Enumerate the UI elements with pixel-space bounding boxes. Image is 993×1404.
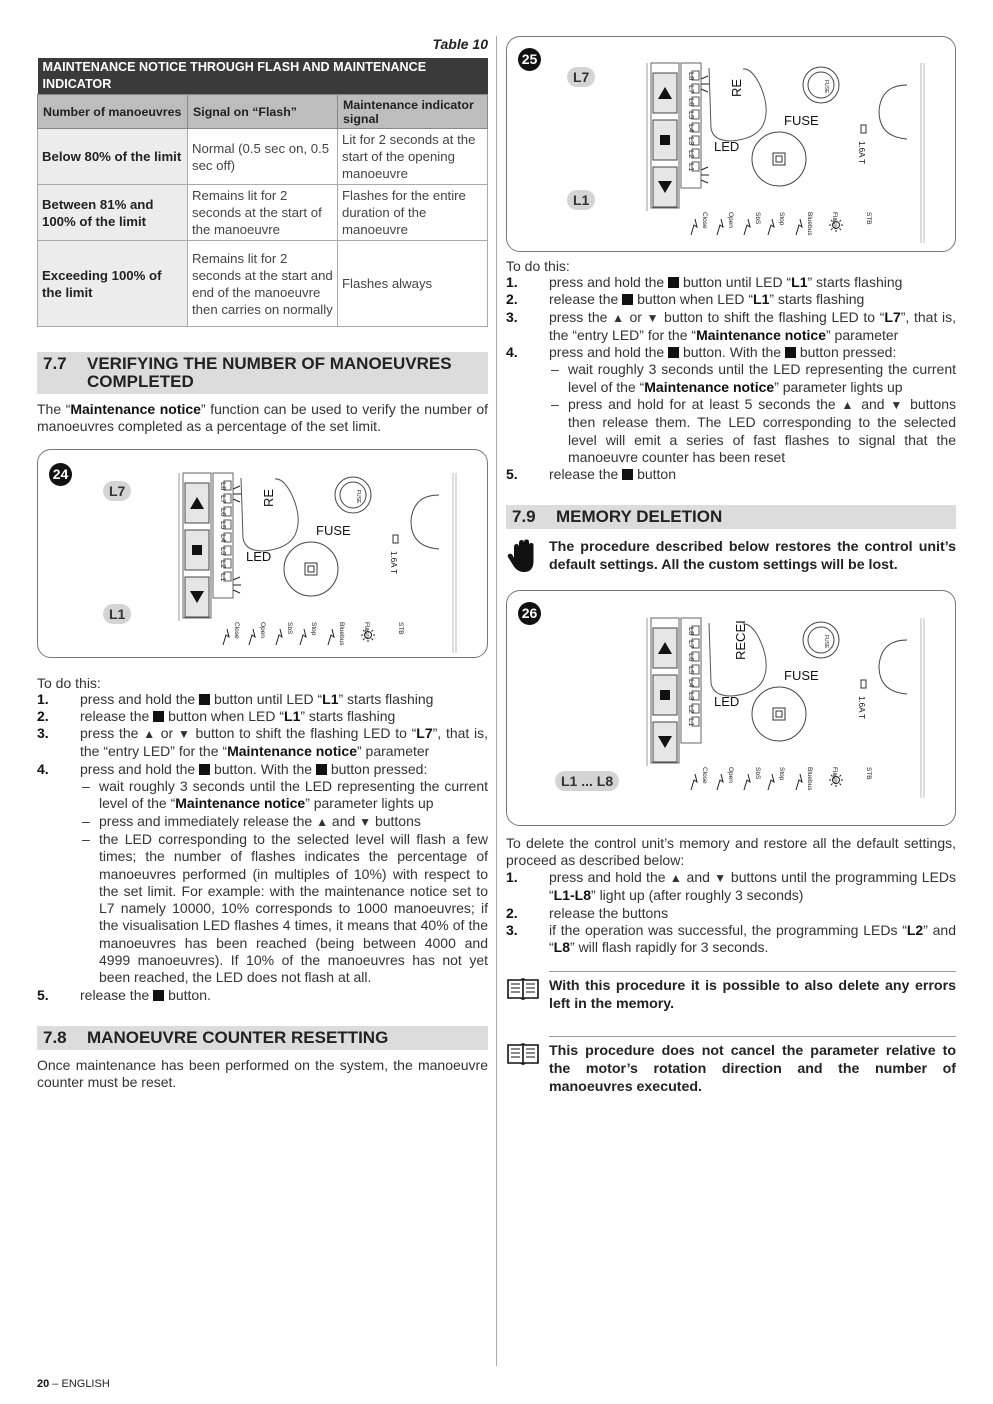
figure-25 [506,36,956,252]
receiver-label: RECEI [733,619,748,660]
stop-square-icon [622,294,633,305]
callout-l7: L7 [567,67,595,87]
table-cell: Below 80% of the limit [38,129,188,185]
list-item: 3. if the operation was successful, the programming LEDs “L2” and “L8” will flash rapidly for 3 seconds. [506,922,956,956]
fuse-label: FUSE [784,667,819,683]
terminal-label: Flash [831,212,838,228]
steps-list-7-9 [506,869,956,956]
led-label: L3 [219,546,228,555]
up-triangle-icon: ▲ [612,310,625,325]
info-note: With this procedure it is possible to also delete any errors left in the memory. [506,977,956,1013]
table-header: Number of manoeuvres [38,95,188,129]
book-icon [506,1042,549,1096]
hand-stop-icon [506,538,549,579]
figure-number: 25 [518,48,541,71]
stop-square-icon [153,711,164,722]
led-label: L3 [687,137,696,146]
led-label-text: LED [246,548,272,564]
list-item: 1. press and hold the ▲ and ▼ buttons until the programming LEDs “L1-L8” light up (after roughly 3 seconds) [506,869,957,904]
list-item: 2. release the buttons [506,904,669,921]
stop-square-icon [199,764,210,775]
todo-label: To do this: [506,258,570,274]
info-note: This procedure does not cancel the parameter relative to the motor’s rotation direction and the number of manoeuvres executed. [506,1042,956,1096]
led-round-button [752,132,806,186]
section-heading-7-9: 7.9 MEMORY DELETION [506,505,956,529]
table-title: MAINTENANCE NOTICE THROUGH FLASH AND MAINTENANCE INDICATOR [38,58,488,95]
led-label: L2 [687,150,696,159]
down-triangle-icon: ▼ [646,310,660,325]
stop-square-icon [660,135,670,145]
table-cell: Exceeding 100% of the limit [38,241,188,327]
led-label: L7 [687,639,696,648]
terminal-label: STB [865,766,872,780]
down-triangle-icon: ▼ [359,814,372,829]
down-triangle-icon: ▼ [890,398,905,413]
led-label: L8 [687,72,696,81]
fuse-small-label: FUSE [823,80,829,94]
section-intro: Once maintenance has been performed on the system, the manoeuvre counter must be reset. [37,1056,488,1091]
terminal-label: Stop [778,212,785,226]
steps-list-7-8 [506,274,956,484]
up-triangle-icon: ▲ [316,814,329,829]
sub-item: – press and immediately release the ▲ and ▼ buttons [80,813,488,831]
divider [549,971,956,972]
sub-item: – wait roughly 3 seconds until the LED representing the current level of the “Maintenance notice” parameter lights up [549,361,956,396]
terminal-label: Bluebus [806,766,813,791]
terminal-label: Bluebus [806,212,813,236]
terminal-label: Close [701,212,708,229]
figure-number: 26 [518,602,541,625]
stop-square-icon [785,347,796,358]
left-column [37,36,488,1092]
fuse-small-label: FUSE [355,489,361,503]
up-triangle-icon: ▲ [669,871,683,886]
section-intro: The “Maintenance notice” function can be used to verify the number of manoeuvres completed as a percentage of the set limit. [37,401,489,435]
terminal-label: Close [701,766,708,784]
list-item: 2. release the button when LED “L1” starts flashing [37,707,396,724]
led-label-text: LED [714,139,740,154]
led-label: L5 [219,520,228,529]
stop-square-icon [316,764,327,775]
right-column [506,36,956,1096]
terminal-label: SbS [754,766,761,779]
led-label: L2 [219,559,228,568]
list-item: 1. press and hold the button until LED “L1” starts flashing [506,274,903,290]
terminal-label: Stop [778,766,785,780]
led-label: L4 [687,124,696,133]
maintenance-table [37,58,488,327]
led-label: L2 [687,704,696,713]
callout-l1: L1 [567,190,595,210]
table-row [38,241,488,327]
terminal-label: STB [397,621,404,635]
led-label: L8 [687,626,696,635]
fuse-rating-label: 1.6A T [389,550,398,574]
list-item: 4. press and hold the button. With the button pressed: – wait roughly 3 seconds until the LED representing the current level of the “Maintenance notice” parameter lights up – press and immediately release the ▲ and ▼ buttons – the LED corresponding to the selected level will flash a few times; the number of flashes indicates the percentage of manoeuvres performed (in multiples of 10%) with respect to the set limit. For example: with the maintenance notice set to L7 namely 10000, 10% corresponds to 1000 manoeuvres; if the visualisation LED flashes 4 times, it means that 40% of the manoeuvres has been reached (being between 4000 and 4999 manoeuvres). If 10% of the manoeuvres has not yet been reached, the LED does not flash at all. [37,761,488,987]
table-cell: Flashes for the entire duration of the manoeuvre [338,185,488,241]
sub-item: – the LED corresponding to the selected level will flash a few times; the number of flashes indicates the percentage of manoeuvres performed (in multiples of 10%) with respect to the set limit. For example: with the maintenance notice set to L7 namely 10000, 10% corresponds to 1000 manoeuvres; if the visualisation LED flashes 4 times, it means that 40% of the manoeuvres has been reached (being between 4000 and 4999 manoeuvres). If 10% of the manoeuvres has not yet been reached, the LED does not flash at all. [80,831,488,987]
led-label: L7 [219,494,228,503]
table-caption: Table 10 [432,36,488,52]
list-item: 5. release the button. [37,986,211,1003]
led-round-button [284,542,338,596]
led-label: L6 [687,98,696,107]
todo-label: To do this: [37,674,101,691]
terminal-label: Open [259,621,266,638]
table-header: Signal on “Flash” [188,95,338,129]
section-intro: To delete the control unit’s memory and restore all the default settings, proceed as described below: [506,834,956,868]
receiver-label: RE [261,488,276,507]
callout-l1-l8: L1 ... L8 [555,771,619,791]
led-label: L5 [687,111,696,120]
section-heading-7-8: 7.8 MANOEUVRE COUNTER RESETTING [37,1026,488,1050]
page-footer: 20 – ENGLISH [37,1378,110,1390]
control-board-drawing [38,450,488,658]
steps-list-7-7 [37,691,488,1004]
down-triangle-icon: ▼ [714,871,727,886]
fuse-label: FUSE [316,522,351,538]
fuse-label: FUSE [784,113,819,128]
up-triangle-icon: ▲ [143,727,156,742]
stop-square-icon [622,469,633,480]
led-label: L4 [219,533,228,542]
list-item: 2. release the button when LED “L1” starts flashing [506,291,865,308]
sub-item: – press and hold for at least 5 seconds the ▲ and ▼ buttons then release them. The LED corresponding to the selected level will emit a series of fast flashes to signal that the manoeuvre counter has been reset [549,396,956,466]
led-label: L1 [687,717,696,726]
table-header: Maintenance indicator signal [338,95,488,129]
warning-note: The procedure described below restores the control unit’s default settings. All the custom settings will be lost. [506,538,956,579]
list-item: 5. release the button [506,466,676,483]
up-triangle-icon: ▲ [841,398,856,413]
terminal-label: STB [865,212,872,225]
terminal-label: SbS [754,212,761,225]
led-label: L1 [219,572,228,581]
fuse-rating-label: 1.6A T [857,141,866,164]
terminal-label: Flash [363,621,370,638]
divider [549,1036,956,1037]
sub-item: – wait roughly 3 seconds until the LED representing the current level of the “Maintenance notice” parameter lights up [80,778,488,813]
callout-l1: L1 [103,604,131,624]
stop-square-icon [660,690,670,700]
list-item: 4. press and hold the button. With the button pressed: – wait roughly 3 seconds until the LED representing the current level of the “Maintenance notice” parameter lights up – press and hold for at least 5 seconds the ▲ and ▼ buttons then release them. The LED corresponding to the selected level will emit a series of fast flashes to signal that the manoeuvre counter has been reset [506,344,956,466]
fuse-small-label: FUSE [823,634,829,648]
figure-number: 24 [49,463,72,486]
terminal-label: Open [727,766,734,783]
led-label: L1 [687,163,696,172]
led-label: L7 [687,85,696,94]
stop-square-icon [192,545,202,555]
stop-square-icon [668,277,679,288]
led-label: L4 [687,678,696,687]
table-row [38,185,488,241]
table-cell: Remains lit for 2 seconds at the start and end of the manoeuvre then carries on normally [188,241,338,327]
stop-square-icon [199,694,210,705]
terminal-label: SbS [286,621,293,634]
table-cell: Normal (0.5 sec on, 0.5 sec off) [188,129,338,185]
led-label: L8 [219,481,228,490]
terminal-label: Bluebus [338,621,345,646]
section-heading-7-7: 7.7 VERIFYING THE NUMBER OF MANOEUVRES COMPLETED [37,352,488,394]
receiver-label: RE [729,78,744,97]
led-label-text: LED [714,693,740,709]
list-item: 1. press and hold the button until LED “L1” starts flashing [37,690,434,707]
terminal-label: Stop [310,621,317,635]
stop-square-icon [153,990,164,1001]
table-row [38,129,488,185]
table-cell: Lit for 2 seconds at the start of the opening manoeuvre [338,129,488,185]
figure-26 [506,590,956,826]
down-triangle-icon: ▼ [177,727,191,742]
led-label: L6 [219,507,228,516]
led-label: L6 [687,652,696,661]
led-round-button [752,687,806,741]
led-label: L5 [687,665,696,674]
callout-l7: L7 [103,481,131,501]
table-cell: Remains lit for 2 seconds at the start of the manoeuvre [188,185,338,241]
terminal-label: Flash [831,766,838,783]
figure-24 [37,449,488,658]
list-item: 3. press the ▲ or ▼ button to shift the flashing LED to “L7”, that is, the “entry LED” for the “Maintenance notice” parameter [506,308,957,343]
list-item: 3. press the ▲ or ▼ button to shift the flashing LED to “L7”, that is, the “entry LED” for the “Maintenance notice” parameter [37,725,489,760]
led-label: L3 [687,691,696,700]
fuse-rating-label: 1.6A T [857,695,866,719]
terminal-label: Close [233,621,240,639]
stop-square-icon [668,347,679,358]
terminal-label: Open [727,212,734,228]
column-divider [496,36,497,1366]
table-cell: Between 81% and 100% of the limit [38,185,188,241]
book-icon [506,977,549,1013]
table-cell: Flashes always [338,241,488,327]
